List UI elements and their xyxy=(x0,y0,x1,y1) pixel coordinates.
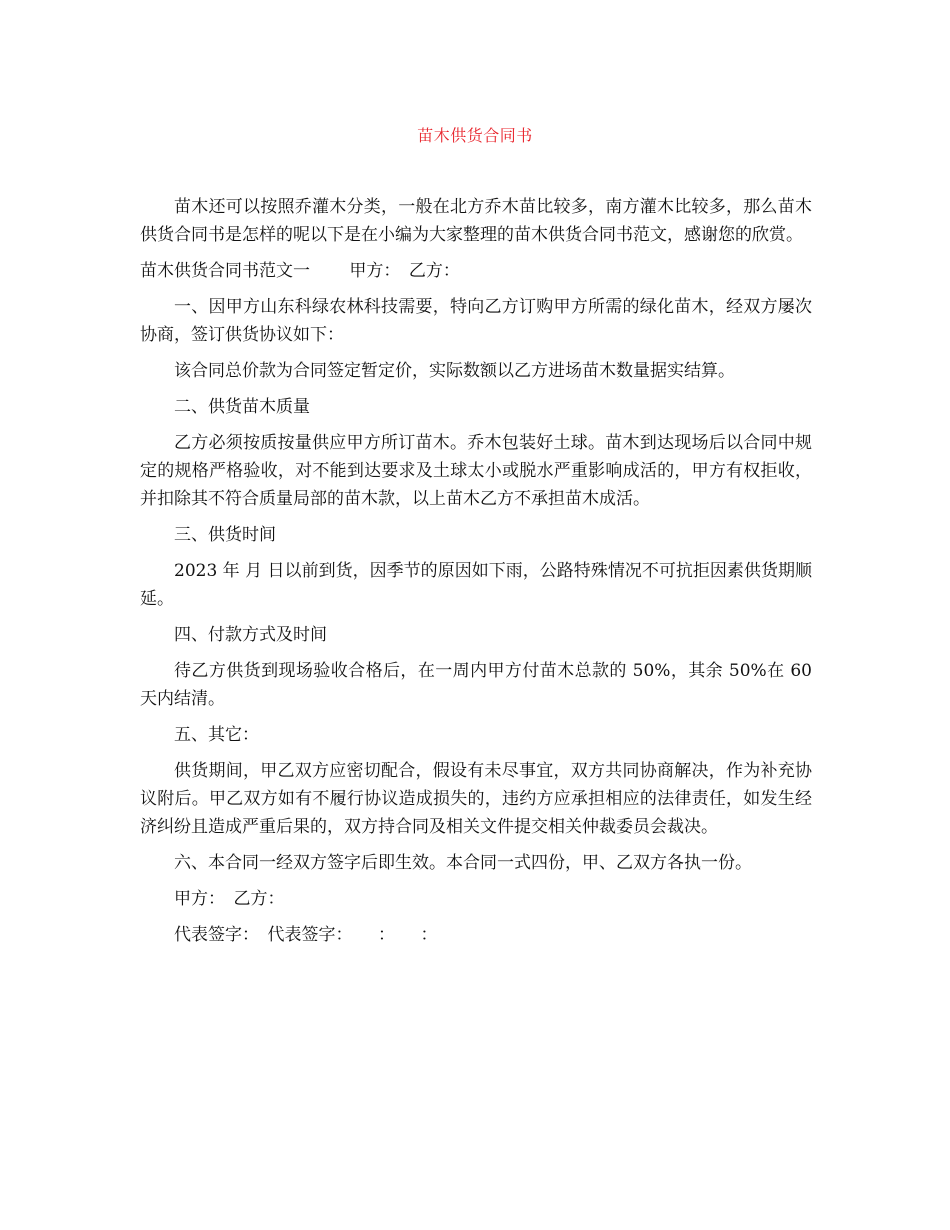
price-paragraph: 该合同总价款为合同签定暂定价，实际数额以乙方进场苗木数量据实结算。 xyxy=(174,361,735,381)
payment-paragraph: 待乙方供货到现场验收合格后，在一周内甲方付苗木总款的 50%，其余 50%在 60 天内结清。 xyxy=(140,661,812,709)
section-4-heading: 四、付款方式及时间 xyxy=(174,625,327,645)
other-terms-paragraph: 供货期间，甲乙双方应密切配合，假设有未尽事宜，双方共同协商解决，作为补充协议附后。甲乙双方如有不履行协议造成损失的，违约方应承担相应的法律责任，如发生经济纠纷且造成严重后果的，双方持合同及相关文件提交相关仲裁委员会裁决。 xyxy=(140,761,812,837)
section-2-heading: 二、供货苗木质量 xyxy=(174,397,310,417)
delivery-time-paragraph: 2023 年 月 日以前到货，因季节的原因如下雨，公路特殊情况不可抗拒因素供货期顺延。 xyxy=(140,561,812,609)
representative-signature-line: 代表签字： 代表签字： ： ： xyxy=(174,925,438,945)
quality-paragraph: 乙方必须按质按量供应甲方所订苗木。乔木包装好土球。苗木到达现场后以合同中规定的规格严格验收，对不能到达要求及土球太小或脱水严重影响成活的，甲方有权拒收，并扣除其不符合质量局部的苗木款，以上苗木乙方不承担苗木成活。 xyxy=(140,433,812,509)
effectiveness-paragraph: 六、本合同一经双方签字后即生效。本合同一式四份，甲、乙双方各执一份。 xyxy=(174,853,752,873)
parties-signature-line: 甲方： 乙方： xyxy=(174,889,285,909)
sample-heading-parties: 苗木供货合同书范文一 甲方： 乙方： xyxy=(140,261,460,281)
section-5-heading: 五、其它： xyxy=(174,725,259,745)
intro-paragraph: 苗木还可以按照乔灌木分类，一般在北方乔木苗比较多，南方灌木比较多，那么苗木供货合同书是怎样的呢以下是在小编为大家整理的苗木供货合同书范文，感谢您的欣赏。 xyxy=(140,197,812,245)
clause-1-paragraph: 一、因甲方山东科绿农林科技需要，特向乙方订购甲方所需的绿化苗木，经双方屡次协商，签订供货协议如下： xyxy=(140,297,812,345)
section-3-heading: 三、供货时间 xyxy=(174,525,276,545)
document-body xyxy=(140,193,812,957)
document-title: 苗木供货合同书 xyxy=(417,126,533,145)
